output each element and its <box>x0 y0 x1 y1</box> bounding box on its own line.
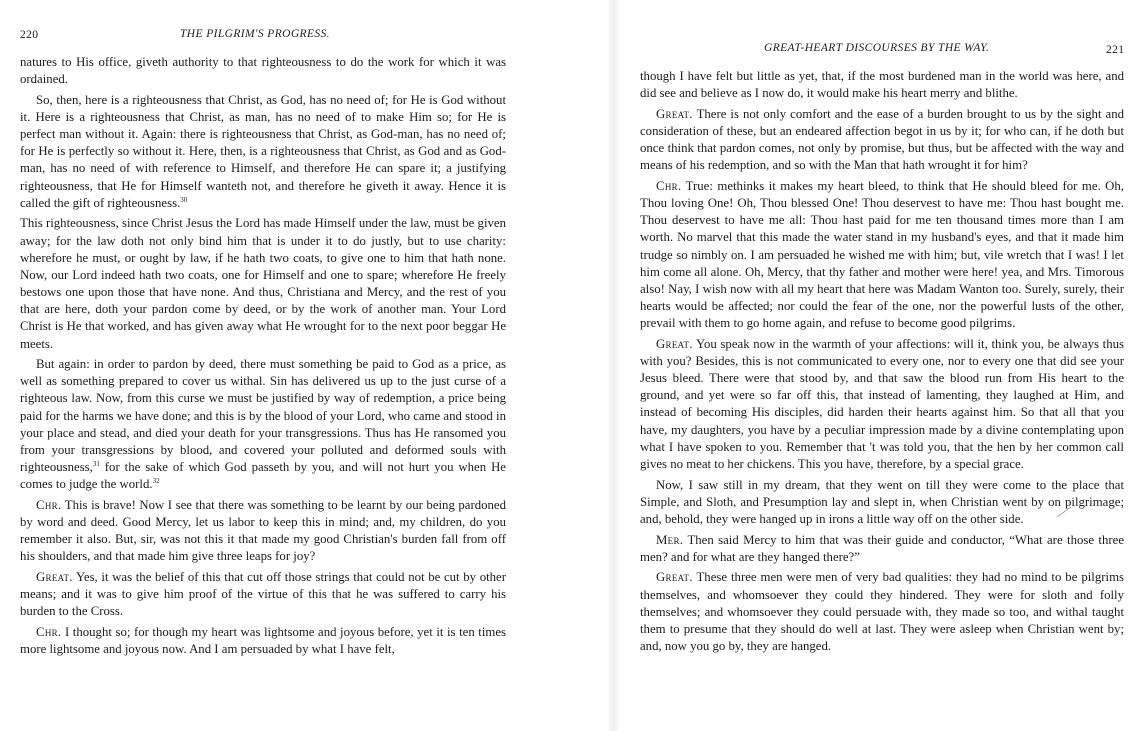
paragraph: natures to His office, giveth authority to that righteousness to do the work for which it was ordained. <box>20 55 506 87</box>
speaker-label: Great. <box>656 570 693 585</box>
speaker-label: Chr. <box>656 178 682 193</box>
page-body <box>20 54 506 662</box>
paragraph: Great. These three men were men of very bad qualities: they had no mind to be pilgrims themselves, and whomsoever they could they hindered. They were for sloth and folly themselves; and whomsoever they could persuade with, they made so too, and withal taught them to presume that they should do well at last. They were asleep when Christian went by; and, now you go by, they are hanged. <box>640 570 1125 653</box>
pencil-mark <box>1056 506 1072 518</box>
paragraph: This righteousness, since Christ Jesus the Lord has made Himself under the law, must be given away; for the law doth not only bind him that is under it to do justly, but to use charity: wherefore he must, or ought by law, if he hath two coats, to give one to him that hath none. Now, our Lord indeed hath two coats, one for Himself and one to spare; wherefore He freely bestows one upon those that have none. And thus, Christiana and Mercy, and the rest of you that are here, doth your pardon come by deed, or by the work of another man. Your Lord Christ is He that worked, and has given away what He wrought for to the next poor beggar He meets. <box>20 216 506 351</box>
running-head: THE PILGRIM'S PROGRESS. <box>180 28 330 40</box>
paragraph: Now, I saw still in my dream, that they went on till they were come to the place that Simple, and Sloth, and Presumption lay and slept in, when Christian went by on pilgrimage; and, behold, they were hanged up in irons a little way off on the other side. <box>640 477 1124 526</box>
running-head: GREAT-HEART DISCOURSES BY THE WAY. <box>764 42 990 54</box>
footnote-ref: 32 <box>152 477 160 486</box>
paragraph: though I have felt but little as yet, that, if the most burdened man in the world was here, and did see and believe as I now do, it would make his heart merry and blithe. <box>640 69 1124 101</box>
page-body <box>640 68 1124 659</box>
page-number: 221 <box>1106 44 1125 56</box>
paragraph: But again: in order to pardon by deed, there must something be paid to God as a price, as well as something prepared to cover us withal. Sin has delivered us up to the just curse of a righteous law. Now, from this curse we must be justified by way of redemption, a price being paid for the harms we have done; and this is by the blood of your Lord, who came and stood in your place and stead, and died your death for your transgressions. Thus has He ransomed you from your transgressions by blood, and covered your polluted and deformed souls with righteousness,$^{31}$ for the sake of which God passeth by you, and will not hurt you when He comes to judge the world.$^{32}$ <box>20 357 506 492</box>
paragraph: Great. There is not only comfort and the ease of a burden brought to us by the sight and consideration of these, but an endeared affection begot in us by it; for who can, if he doth but once think that pardon comes, not only by promise, but thus, but be affected with the way and means of his redemption, and so with the Man that hath wrought it for him? <box>640 106 1125 173</box>
footnote-ref: 30 <box>180 195 188 204</box>
speaker-label: Great. <box>656 336 693 351</box>
paragraph: Great. You speak now in the warmth of your affections: will it, think you, be always thus with you? Besides, this is not communicated to every one, nor to every one that did see your Jesus bleed. There were that stood by, and that saw the blood run from His heart to the ground, and yet were so far off this, that instead of lamenting, they laughed at Him, and instead of becoming His disciples, did harden their hearts against him. So that all that you have, my daughters, you have by a peculiar impression made by a divine contemplating upon what I have spoken to you. Remember that 't was told you, that the hen by her common call gives no meat to her chickens. This you have, therefore, by a special grace. <box>640 336 1124 471</box>
page-number: 220 <box>20 29 39 41</box>
footnote-ref: 31 <box>92 460 100 469</box>
paragraph: Chr. I thought so; for though my heart was lightsome and joyous before, yet it is ten times more lightsome and joyous now. And I am persuaded by what I have felt, <box>20 625 506 657</box>
paragraph: Chr. This is brave! Now I see that there was something to be learnt by our being pardoned by word and deed. Good Mercy, let us labor to keep this in mind; and, my children, do you remember it also. But, sir, was not this it that made my good Christian's burden fall from off his shoulders, and that made him give three leaps for joy? <box>20 497 507 564</box>
paragraph: Great. Yes, it was the belief of this that cut off those strings that could not be cut by other means; and it was to give him proof of the virtue of this that he was suffered to carry his burden to the Cross. <box>20 570 506 619</box>
paragraph: So, then, here is a righteousness that Christ, as God, has no need of; for He is God without it. Here is a righteousness that Christ, as man, has no need of to make Him so; for He is perfect man without it. Again: there is righteousness that Christ, as God-man, has no need of; for He is perfectly so without it. Here, then, is a righteousness that Christ, as God and as God-man, has no need of with reference to Himself, and therefore He can spare it; a justifying righteousness, that He for Himself wanteth not, and therefore he giveth it away. Hence it is called the gift of righteousness.$^{30}$ <box>20 92 506 210</box>
paragraph: Chr. True: methinks it makes my heart bleed, to think that He should bleed for me. Oh, Thou loving One! Oh, Thou blessed One! Thou deservest to have me: Thou hast bought me. Thou deservest to have me all: Thou hast paid for me ten thousand times more than I am worth. No marvel that this made the water stand in my husband's eyes, and that it made him trudge so nimbly on. I am persuaded he wished me with him; but, vile wretch that I was! I let him come all alone. Oh, Mercy, that thy father and mother were here! yea, and Mrs. Timorous also! Nay, I wish now with all my heart that here was Madam Wanton too. Surely, surely, their hearts would be affected; nor could the fear of the one, nor the powerful lusts of the other, prevail with them to go home again, and refuse to become good pilgrims. <box>640 178 1124 331</box>
speaker-label: Great. <box>36 570 73 585</box>
speaker-label: Great. <box>656 106 693 121</box>
speaker-label: Chr. <box>36 497 62 512</box>
speaker-label: Mer. <box>656 532 684 547</box>
book-gutter <box>606 0 620 731</box>
speaker-label: Chr. <box>36 625 62 639</box>
paragraph: Mer. Then said Mercy to him that was their guide and conductor, “What are those three men? and for what are they hanged there?” <box>640 532 1124 564</box>
